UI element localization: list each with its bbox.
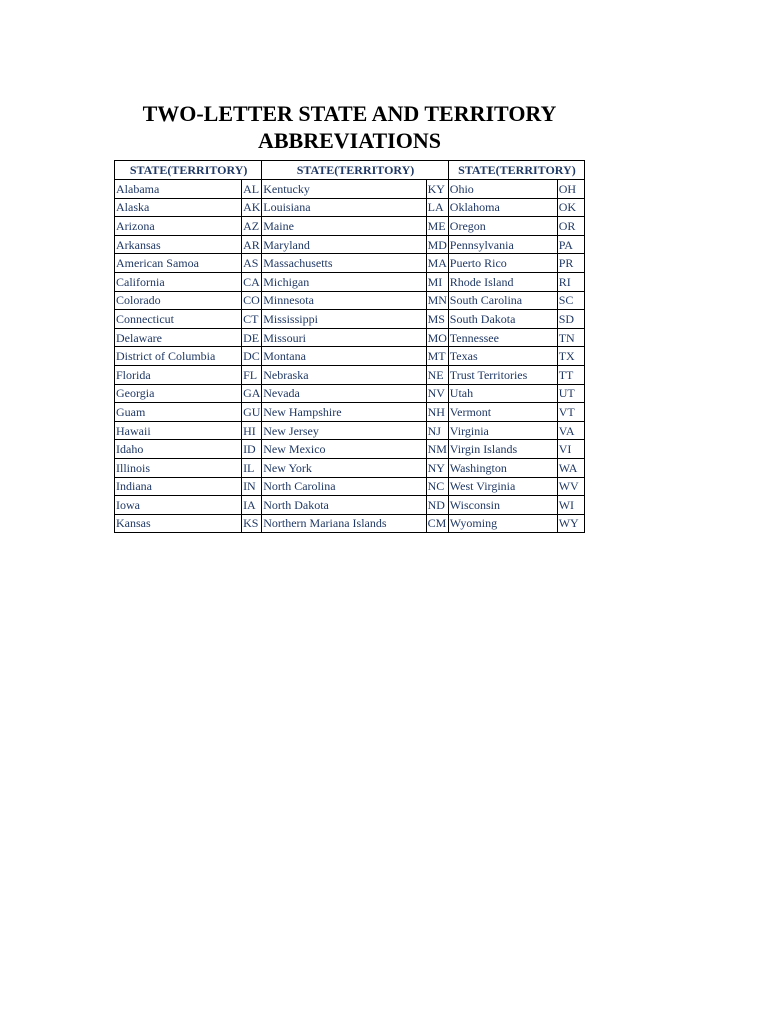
- table-row: [115, 403, 585, 422]
- state-name-cell: Massachusetts: [262, 254, 426, 273]
- page-title-line-1: TWO-LETTER STATE AND TERRITORY: [142, 101, 557, 126]
- state-code-cell: AL: [242, 180, 262, 199]
- state-code-cell: IN: [242, 477, 262, 496]
- table-row: [115, 477, 585, 496]
- table-row: [115, 440, 585, 459]
- state-name-cell: New Jersey: [262, 421, 426, 440]
- state-name-cell: Arizona: [115, 217, 242, 236]
- state-code-cell: IA: [242, 496, 262, 515]
- state-code-cell: WV: [557, 477, 584, 496]
- state-code-cell: ND: [426, 496, 448, 515]
- state-code-cell: FL: [242, 365, 262, 384]
- state-name-cell: Kentucky: [262, 180, 426, 199]
- state-code-cell: AR: [242, 235, 262, 254]
- state-name-cell: Illinois: [115, 458, 242, 477]
- state-name-cell: Rhode Island: [448, 272, 557, 291]
- state-code-cell: GU: [242, 403, 262, 422]
- state-name-cell: Texas: [448, 347, 557, 366]
- state-code-cell: AS: [242, 254, 262, 273]
- table-row: [115, 272, 585, 291]
- state-name-cell: Vermont: [448, 403, 557, 422]
- table-row: [115, 328, 585, 347]
- table-row: [115, 384, 585, 403]
- state-name-cell: Wisconsin: [448, 496, 557, 515]
- state-code-cell: OH: [557, 180, 584, 199]
- state-code-cell: GA: [242, 384, 262, 403]
- state-code-cell: DE: [242, 328, 262, 347]
- state-code-cell: MT: [426, 347, 448, 366]
- state-name-cell: Kansas: [115, 514, 242, 533]
- state-code-cell: KY: [426, 180, 448, 199]
- state-code-cell: OK: [557, 198, 584, 217]
- state-name-cell: New Mexico: [262, 440, 426, 459]
- state-name-cell: Ohio: [448, 180, 557, 199]
- column-header: STATE(TERRITORY): [115, 161, 262, 180]
- state-code-cell: DC: [242, 347, 262, 366]
- state-code-cell: AK: [242, 198, 262, 217]
- abbreviations-table: [114, 160, 585, 533]
- state-name-cell: Connecticut: [115, 310, 242, 329]
- state-code-cell: CM: [426, 514, 448, 533]
- state-name-cell: Puerto Rico: [448, 254, 557, 273]
- state-code-cell: RI: [557, 272, 584, 291]
- state-name-cell: American Samoa: [115, 254, 242, 273]
- state-name-cell: South Dakota: [448, 310, 557, 329]
- state-name-cell: Maryland: [262, 235, 426, 254]
- state-code-cell: ME: [426, 217, 448, 236]
- state-name-cell: Minnesota: [262, 291, 426, 310]
- table-row: [115, 365, 585, 384]
- state-name-cell: Arkansas: [115, 235, 242, 254]
- state-name-cell: Georgia: [115, 384, 242, 403]
- state-name-cell: Northern Mariana Islands: [262, 514, 426, 533]
- page-title: [114, 100, 585, 154]
- table-row: [115, 180, 585, 199]
- table-row: [115, 198, 585, 217]
- state-name-cell: Tennessee: [448, 328, 557, 347]
- state-code-cell: NC: [426, 477, 448, 496]
- state-code-cell: NJ: [426, 421, 448, 440]
- table-header-row: [115, 161, 585, 180]
- state-code-cell: HI: [242, 421, 262, 440]
- state-code-cell: CO: [242, 291, 262, 310]
- table-row: [115, 291, 585, 310]
- state-name-cell: Guam: [115, 403, 242, 422]
- state-code-cell: WI: [557, 496, 584, 515]
- table-row: [115, 347, 585, 366]
- state-code-cell: SC: [557, 291, 584, 310]
- state-name-cell: Nevada: [262, 384, 426, 403]
- state-code-cell: KS: [242, 514, 262, 533]
- state-name-cell: New York: [262, 458, 426, 477]
- state-name-cell: New Hampshire: [262, 403, 426, 422]
- state-name-cell: Idaho: [115, 440, 242, 459]
- state-code-cell: VI: [557, 440, 584, 459]
- state-code-cell: LA: [426, 198, 448, 217]
- state-name-cell: Missouri: [262, 328, 426, 347]
- state-code-cell: PA: [557, 235, 584, 254]
- state-code-cell: NY: [426, 458, 448, 477]
- state-code-cell: CT: [242, 310, 262, 329]
- state-code-cell: MO: [426, 328, 448, 347]
- table-row: [115, 514, 585, 533]
- state-code-cell: NV: [426, 384, 448, 403]
- state-name-cell: Wyoming: [448, 514, 557, 533]
- state-name-cell: North Dakota: [262, 496, 426, 515]
- state-code-cell: VA: [557, 421, 584, 440]
- state-name-cell: Hawaii: [115, 421, 242, 440]
- state-code-cell: AZ: [242, 217, 262, 236]
- state-name-cell: Maine: [262, 217, 426, 236]
- state-code-cell: WA: [557, 458, 584, 477]
- state-name-cell: Florida: [115, 365, 242, 384]
- state-name-cell: West Virginia: [448, 477, 557, 496]
- table-row: [115, 254, 585, 273]
- state-name-cell: District of Columbia: [115, 347, 242, 366]
- state-name-cell: Colorado: [115, 291, 242, 310]
- state-code-cell: MD: [426, 235, 448, 254]
- state-code-cell: MA: [426, 254, 448, 273]
- state-code-cell: WY: [557, 514, 584, 533]
- state-code-cell: UT: [557, 384, 584, 403]
- state-code-cell: NM: [426, 440, 448, 459]
- state-code-cell: TX: [557, 347, 584, 366]
- table-row: [115, 217, 585, 236]
- state-code-cell: SD: [557, 310, 584, 329]
- state-name-cell: Pennsylvania: [448, 235, 557, 254]
- state-code-cell: NH: [426, 403, 448, 422]
- state-code-cell: IL: [242, 458, 262, 477]
- state-code-cell: ID: [242, 440, 262, 459]
- state-code-cell: MS: [426, 310, 448, 329]
- state-code-cell: CA: [242, 272, 262, 291]
- page-title-line-2: ABBREVIATIONS: [258, 128, 441, 153]
- state-name-cell: Mississippi: [262, 310, 426, 329]
- state-name-cell: Trust Territories: [448, 365, 557, 384]
- state-name-cell: Michigan: [262, 272, 426, 291]
- state-name-cell: Iowa: [115, 496, 242, 515]
- state-name-cell: Alabama: [115, 180, 242, 199]
- state-code-cell: OR: [557, 217, 584, 236]
- state-code-cell: MN: [426, 291, 448, 310]
- state-name-cell: Washington: [448, 458, 557, 477]
- state-code-cell: MI: [426, 272, 448, 291]
- state-name-cell: California: [115, 272, 242, 291]
- state-code-cell: NE: [426, 365, 448, 384]
- state-code-cell: TN: [557, 328, 584, 347]
- state-name-cell: Utah: [448, 384, 557, 403]
- state-name-cell: Louisiana: [262, 198, 426, 217]
- table-row: [115, 421, 585, 440]
- table-row: [115, 458, 585, 477]
- table-row: [115, 496, 585, 515]
- state-name-cell: Oregon: [448, 217, 557, 236]
- table-row: [115, 235, 585, 254]
- state-name-cell: Alaska: [115, 198, 242, 217]
- state-name-cell: Virgin Islands: [448, 440, 557, 459]
- column-header: STATE(TERRITORY): [262, 161, 449, 180]
- state-name-cell: Oklahoma: [448, 198, 557, 217]
- state-code-cell: TT: [557, 365, 584, 384]
- table-body: [115, 180, 585, 533]
- state-name-cell: Montana: [262, 347, 426, 366]
- state-name-cell: Indiana: [115, 477, 242, 496]
- column-header: STATE(TERRITORY): [448, 161, 584, 180]
- state-code-cell: PR: [557, 254, 584, 273]
- table-row: [115, 310, 585, 329]
- state-name-cell: North Carolina: [262, 477, 426, 496]
- state-name-cell: Delaware: [115, 328, 242, 347]
- state-name-cell: South Carolina: [448, 291, 557, 310]
- state-name-cell: Nebraska: [262, 365, 426, 384]
- state-name-cell: Virginia: [448, 421, 557, 440]
- state-code-cell: VT: [557, 403, 584, 422]
